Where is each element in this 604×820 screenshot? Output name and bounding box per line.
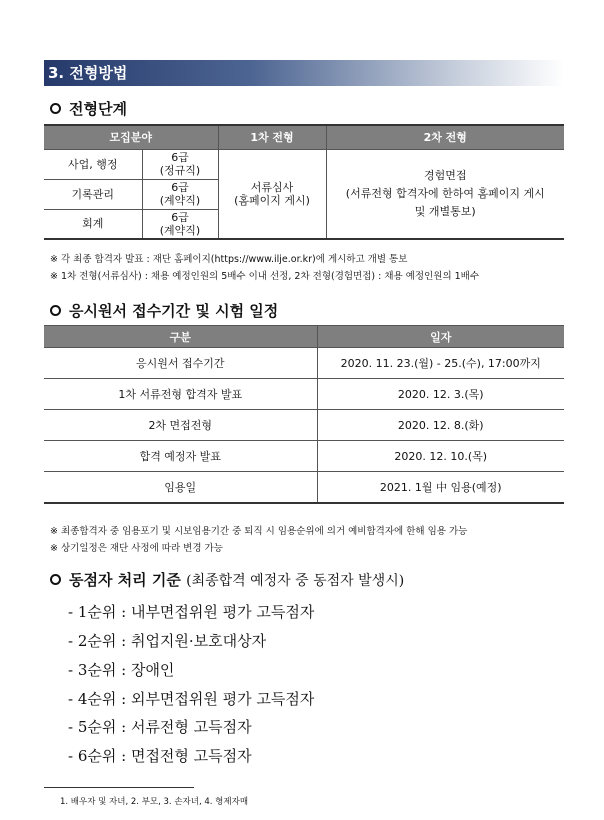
header-first-stage: 1차 전형 bbox=[218, 125, 326, 149]
date-cell: 2020. 11. 23.(월) - 25.(수), 17:00까지 bbox=[317, 348, 564, 379]
circle-bullet-icon bbox=[50, 574, 61, 585]
stages-note-2: ※ 1차 전형(서류심사) : 채용 예정인원의 5배수 이내 선정, 2차 전형(경험면접) : 채용 예정인원의 1배수 bbox=[50, 271, 480, 282]
second-stage-cell bbox=[326, 149, 564, 239]
first-stage-line2: (홈페이지 게시) bbox=[234, 193, 310, 207]
tiebreak-heading-text: 동점자 처리 기준 bbox=[69, 571, 181, 589]
item-cell: 2차 면접전형 bbox=[44, 410, 317, 441]
date-cell: 2020. 12. 10.(목) bbox=[317, 441, 564, 472]
stages-note-1: ※ 각 최종 합격자 발표 : 재단 홈페이지(https://www.ilje.or.kr)에 게시하고 개별 통보 bbox=[50, 254, 408, 265]
date-cell: 2020. 12. 8.(화) bbox=[317, 410, 564, 441]
field-cell: 회계 bbox=[44, 209, 142, 239]
table-header-row bbox=[44, 326, 564, 348]
item-cell: 합격 예정자 발표 bbox=[44, 441, 317, 472]
table-header-row bbox=[44, 125, 564, 149]
footnote-divider bbox=[44, 787, 194, 788]
schedule-note-2: ※ 상기일정은 재단 사정에 따라 변경 가능 bbox=[50, 543, 223, 554]
header-item: 구분 bbox=[44, 326, 317, 348]
field-cell: 기록관리 bbox=[44, 179, 142, 209]
stages-heading bbox=[50, 98, 127, 119]
header-field: 모집분야 bbox=[44, 125, 218, 149]
first-stage-cell bbox=[218, 149, 326, 239]
grade-text: 6급 bbox=[171, 210, 189, 224]
circle-bullet-icon bbox=[50, 305, 61, 316]
second-stage-line3: 및 개별통보) bbox=[414, 204, 476, 218]
type-text: (정규직) bbox=[159, 164, 201, 177]
date-cell: 2021. 1월 中 임용(예정) bbox=[317, 472, 564, 503]
tiebreak-heading bbox=[50, 569, 404, 590]
grade-cell bbox=[142, 179, 218, 209]
grade-cell bbox=[142, 149, 218, 179]
header-second-stage: 2차 전형 bbox=[326, 125, 564, 149]
rank-item: - 2순위 : 취업지원·보호대상자 bbox=[68, 632, 267, 650]
schedule-heading bbox=[50, 300, 278, 321]
table-row bbox=[44, 149, 564, 179]
rank-item: - 6순위 : 면접전형 고득점자 bbox=[68, 747, 252, 765]
rank-item: - 5순위 : 서류전형 고득점자 bbox=[68, 718, 252, 736]
grade-cell bbox=[142, 209, 218, 239]
item-cell: 임용일 bbox=[44, 472, 317, 503]
schedule-note-1: ※ 최종합격자 중 임용포기 및 시보임용기간 중 퇴직 시 임용순위에 의거 예비합격자에 한해 임용 가능 bbox=[50, 526, 468, 537]
schedule-heading-text: 응시원서 접수기간 및 시험 일정 bbox=[69, 302, 279, 320]
stages-heading-text: 전형단계 bbox=[69, 100, 127, 118]
type-text: (계약직) bbox=[159, 194, 201, 207]
item-cell: 응시원서 접수기간 bbox=[44, 348, 317, 379]
field-cell: 사업, 행정 bbox=[44, 149, 142, 179]
grade-text: 6급 bbox=[171, 151, 189, 164]
rank-item: - 4순위 : 외부면접위원 평가 고득점자 bbox=[68, 690, 315, 708]
table-row bbox=[44, 348, 564, 379]
table-row bbox=[44, 410, 564, 441]
table-row bbox=[44, 379, 564, 410]
schedule-table bbox=[44, 325, 564, 504]
section-title: 3. 전형방법 bbox=[44, 60, 564, 86]
table-row bbox=[44, 441, 564, 472]
item-cell: 1차 서류전형 합격자 발표 bbox=[44, 379, 317, 410]
date-cell: 2020. 12. 3.(목) bbox=[317, 379, 564, 410]
rank-item: - 1순위 : 내부면접위원 평가 고득점자 bbox=[68, 603, 315, 621]
table-row bbox=[44, 472, 564, 503]
type-text: (계약직) bbox=[159, 223, 201, 237]
first-stage-line1: 서류심사 bbox=[250, 180, 294, 194]
header-date: 일자 bbox=[317, 326, 564, 348]
rank-item: - 3순위 : 장애인 bbox=[68, 661, 175, 679]
grade-text: 6급 bbox=[171, 181, 189, 194]
second-stage-line1: 경험면접 bbox=[423, 168, 467, 182]
circle-bullet-icon bbox=[50, 103, 61, 114]
tiebreak-paren: (최종합격 예정자 중 동점자 발생시) bbox=[186, 573, 405, 589]
footnote: 1. 배우자 및 자녀, 2. 부모, 3. 손자녀, 4. 형제자매 bbox=[60, 797, 249, 807]
stages-table bbox=[44, 124, 564, 240]
second-stage-line2: (서류전형 합격자에 한하여 홈페이지 게시 bbox=[345, 186, 545, 200]
